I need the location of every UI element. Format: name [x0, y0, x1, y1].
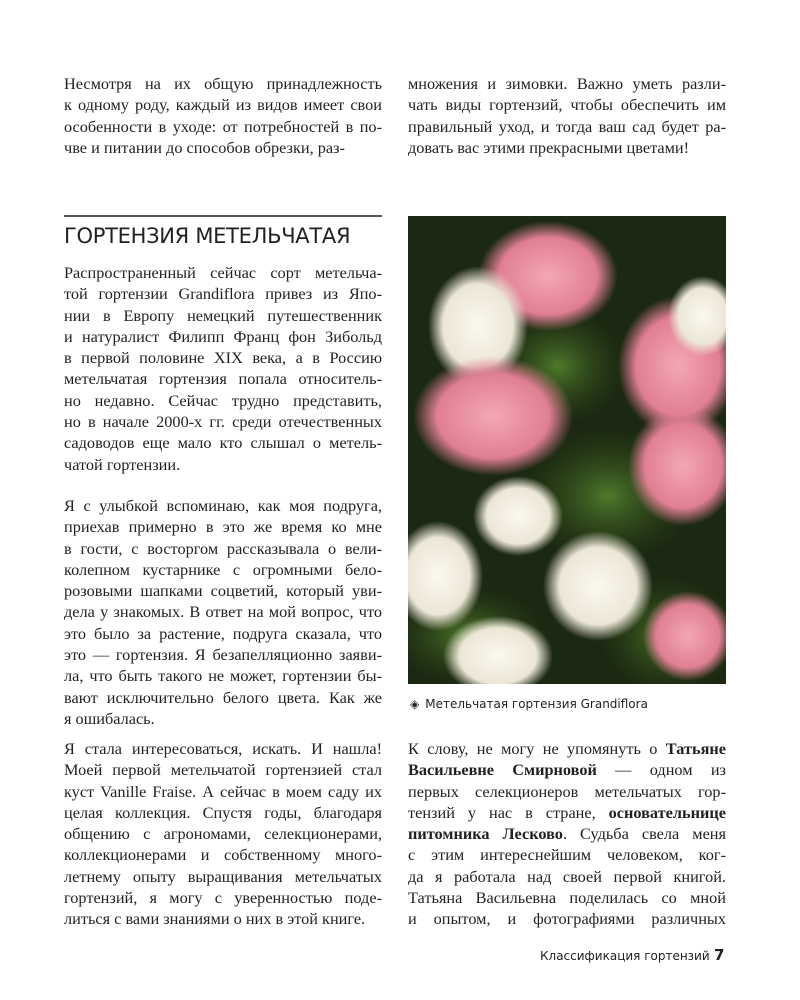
page-number: 7 [714, 946, 725, 964]
text-line: Распространенный сейчас сорт метельча- [64, 263, 382, 282]
paragraph [64, 262, 382, 475]
text-line: но недавно. Сейчас трудно представить, [64, 390, 382, 410]
text-line: садоводов еще мало кто слышал о метель- [64, 433, 382, 453]
text-line: летнему опыту выращивания метельчатых [64, 866, 382, 886]
text-segment: К слову, не могу не упомянуть о [408, 739, 666, 758]
bold-text: Татьяне [665, 739, 726, 758]
text-line [408, 802, 726, 823]
text-line: чве и питании до способов обрезки, раз- [64, 137, 345, 157]
text-line: в гости, с восторгом рассказывала о вели- [64, 538, 382, 558]
text-line: Несмотря на их общую принадлежность [64, 74, 382, 93]
text-line: куст Vanille Fraise. А сейчас в моем саду их [64, 781, 382, 801]
text-line: это — гортензия. Я безапелляционно заяви- [64, 645, 382, 665]
text-segment: первых селекционеров метельчатых гор- [408, 781, 726, 801]
text-segment: и опытом, и фотографиями различных [408, 909, 726, 929]
text-line: Моей первой метельчатой гортензией стал [64, 760, 382, 780]
text-line: метельчатая гортензия попала относитель- [64, 369, 382, 389]
bold-text: Васильевне Смирновой [408, 760, 597, 780]
text-line: множения и зимовки. Важно уметь разли- [408, 74, 726, 93]
text-line: чатой гортензии. [64, 454, 181, 474]
caption-text: Метельчатая гортензия Grandiflora [425, 697, 648, 711]
text-line [408, 738, 726, 759]
text-line: чать виды гортензий, чтобы обеспечить им [408, 95, 726, 115]
running-footer: Классификация гортензий [540, 949, 710, 963]
text-line [408, 844, 726, 865]
paragraph [64, 73, 382, 158]
text-line [408, 759, 726, 780]
text-line: я ошибалась. [64, 708, 155, 728]
text-segment: с этим интереснейшим человеком, ког- [408, 845, 726, 865]
text-segment: да я работала над своей первой книгой. [408, 866, 726, 886]
text-line: той гортензии Grandiflora привез из Япо- [64, 284, 382, 304]
text-segment: тензий у нас в стране, [408, 802, 609, 822]
paragraph [408, 73, 726, 158]
text-line: Я с улыбкой вспоминаю, как моя подруга, [64, 495, 382, 515]
paragraph [408, 738, 726, 930]
section-rule [64, 215, 382, 217]
text-line [408, 781, 726, 802]
bottom-left-column [64, 738, 382, 930]
text-line: целая коллекция. Спустя годы, благодаря [64, 802, 382, 822]
section-heading: ГОРТЕНЗИЯ МЕТЕЛЬЧАТАЯ [64, 224, 351, 248]
paragraph [64, 495, 382, 729]
intro-right-column [408, 73, 726, 158]
paragraph [64, 738, 382, 930]
text-line: к одному роду, каждый из видов имеет свои [64, 95, 382, 115]
bold-text: основательнице [608, 802, 726, 822]
bottom-right-column [408, 738, 726, 930]
photo-caption [410, 697, 648, 711]
text-line [408, 908, 726, 929]
text-line: особенности в уходе: от потребностей в по- [64, 116, 382, 136]
intro-left-column [64, 73, 382, 158]
text-line: общению с агрономами, селекционерами, [64, 824, 382, 844]
text-line: вают исключительно белого цвета. Как же [64, 687, 382, 707]
text-line: колепном кустарнике с огромными бело- [64, 559, 382, 579]
text-line: это было за растение, подруга сказала, что [64, 623, 382, 643]
text-line: нии в Европу немецкий путешественник [64, 305, 382, 325]
text-line: приехав примерно в это же время ко мне [64, 517, 382, 537]
text-line: довать вас этими прекрасными цветами! [408, 137, 690, 157]
text-line: но в начале 2000-х гг. среди отечественных [64, 412, 382, 432]
text-line [408, 887, 726, 908]
text-line [408, 823, 726, 844]
hydrangea-photo [408, 216, 726, 684]
text-line: гортензий, я могу с уверенностью поде- [64, 888, 382, 908]
text-segment: . Судьба свела меня [562, 824, 727, 844]
text-line: и натуралист Филипп Франц фон Зибольд [64, 326, 382, 346]
text-line: коллекционерами и собственному много- [64, 845, 382, 865]
bold-text: питомника Лесково [408, 824, 563, 844]
text-line: Я стала интересоваться, искать. И нашла! [64, 739, 382, 758]
text-segment: — одном из [596, 760, 726, 780]
text-line [408, 866, 726, 887]
text-line: розовыми шапками соцветий, который уви- [64, 581, 382, 601]
text-line: правильный уход, и тогда ваш сад будет ра- [408, 116, 726, 136]
text-line: в первой половине XIX века, а в Россию [64, 348, 382, 368]
text-line: дела у знакомых. В ответ на мой вопрос, что [64, 602, 382, 622]
section-column [64, 262, 382, 749]
text-line: ла, что быть такого не может, гортензии бы- [64, 666, 382, 686]
diamond-bullet-icon: ◈ [410, 697, 420, 711]
text-line: литься с вами знаниями о них в этой книге. [64, 909, 366, 929]
text-segment: Татьяна Васильевна поделилась со мной [408, 888, 726, 908]
